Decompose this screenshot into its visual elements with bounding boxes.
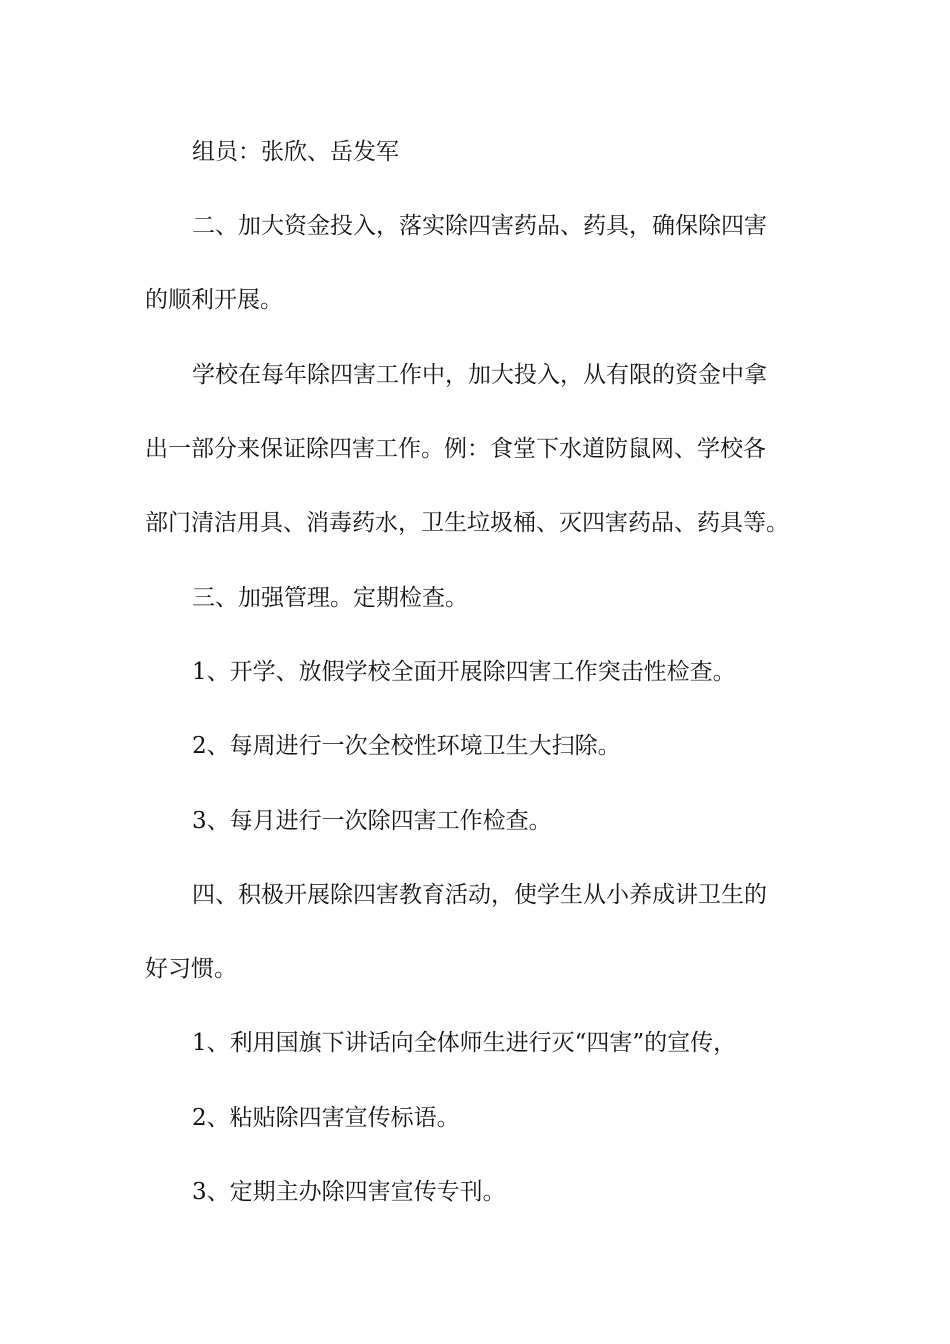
section-four-heading: 四、积极开展除四害教育活动，使学生从小养成讲卫生的 [192, 882, 767, 908]
section-four-heading-cont: 好习惯。 [145, 956, 237, 982]
list-item: 3、每月进行一次除四害工作检查。 [192, 808, 552, 834]
list-item: 2、粘贴除四害宣传标语。 [192, 1105, 460, 1131]
list-item: 2、每周进行一次全校性环境卫生大扫除。 [192, 733, 621, 759]
team-members-line: 组员：张欣、岳发军 [192, 139, 399, 165]
paragraph-line: 部门清洁用具、消毒药水，卫生垃圾桶、灭四害药品、药具等。 [145, 510, 789, 536]
section-three-heading: 三、加强管理。定期检查。 [192, 585, 468, 611]
section-two-heading: 二、加大资金投入，落实除四害药品、药具，确保除四害 [192, 213, 767, 239]
list-item: 1、开学、放假学校全面开展除四害工作突击性检查。 [192, 659, 736, 685]
list-item: 1、利用国旗下讲话向全体师生进行灭“四害”的宣传， [192, 1030, 737, 1056]
paragraph-line: 学校在每年除四害工作中，加大投入，从有限的资金中拿 [192, 362, 767, 388]
paragraph-line: 出一部分来保证除四害工作。例：食堂下水道防鼠网、学校各 [145, 436, 766, 462]
section-two-heading-cont: 的顺利开展。 [145, 287, 283, 313]
list-item: 3、定期主办除四害宣传专刊。 [192, 1179, 506, 1205]
